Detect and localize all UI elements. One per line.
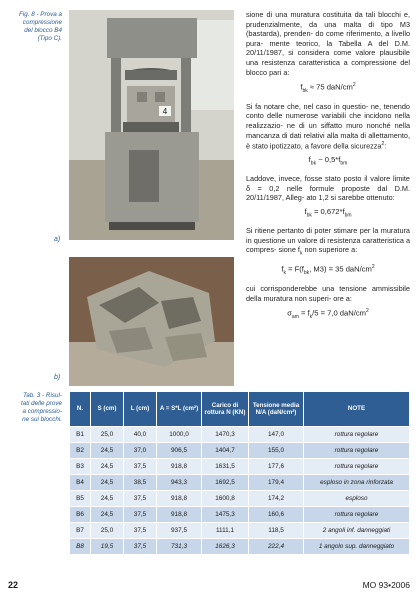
cell: 24,5 — [91, 491, 124, 507]
cell: 147,0 — [249, 427, 304, 443]
formula-fbk-1: $f_{bk} \approx 75$ daN/$cm^2$ — [300, 82, 356, 95]
cell: B7 — [70, 523, 91, 539]
cell: 177,6 — [249, 459, 304, 475]
paragraph-5 — [246, 284, 410, 303]
cell: 1475,3 — [202, 507, 249, 523]
cell: rottura regolare — [304, 443, 410, 459]
cell: 40,0 — [124, 427, 157, 443]
cell: 24,5 — [91, 459, 124, 475]
text-line: a compressione del blocco pari a: — [246, 57, 410, 77]
page-number: 22 — [8, 580, 19, 590]
cell: 943,3 — [157, 475, 202, 491]
cell: 918,8 — [157, 459, 202, 475]
text-line: 20/11/1987, si considera come valore — [246, 48, 376, 58]
text-line: sione f — [278, 245, 300, 255]
paragraph-1 — [246, 10, 410, 77]
cell: 38,5 — [124, 475, 157, 491]
table-row — [70, 475, 410, 491]
figure-caption — [10, 11, 62, 43]
text-line: proposte dal D.M. 20/11/1987, Alleg- — [246, 183, 411, 203]
table-row — [70, 523, 410, 539]
formula-fbk-3: $f_{bk} = 0,672*f_{bm}$ — [304, 207, 352, 219]
caption-line: tati delle prove — [21, 400, 62, 407]
photo-label-a: a) — [54, 236, 61, 243]
text-line: cui corrisponderebbe una tensione — [246, 284, 367, 294]
block-tag: 4 — [162, 107, 168, 116]
text-line: Laddove, invece, fosse stato posto il — [246, 174, 368, 184]
table-header-row — [70, 392, 410, 427]
text-line: la muratura in questione un valore di — [246, 226, 410, 245]
cell: esploso in zona rinforzata — [304, 475, 410, 491]
caption-line: compressione — [22, 19, 62, 26]
cell: 24,5 — [91, 507, 124, 523]
col-header: L (cm) — [124, 392, 157, 427]
col-header: Carico di rottura N (KN) — [202, 392, 249, 427]
paragraph-4: Si ritiene pertanto di poter stimare per la muratura in questione un valore di resistenza caratteristica a compres- sione $f_k$ non superiore a: — [246, 226, 411, 257]
cell: B4 — [70, 475, 91, 491]
text-line: ore a: — [333, 293, 352, 303]
cell: 24,5 — [91, 475, 124, 491]
text-line: mancanza di dati relativi alla malta di — [246, 130, 367, 140]
text-line: allettamento, è stato ipotizzato, a — [246, 130, 410, 151]
cell: 37,5 — [124, 459, 157, 475]
cell: 1111,1 — [202, 523, 249, 539]
photo-compression-machine — [69, 10, 234, 240]
cell: B8 — [70, 539, 91, 555]
caption-line: a compressio- — [22, 408, 62, 415]
table-row — [70, 459, 410, 475]
paragraph-2: Si fa notare che, nel caso in questio- ne, tenendo conto delle numerose variabili che incidono nella realizzazio- ne di un siffatto muro nonché nella mancanza di dati relativi alla malta di allettamento, è stato ipotizzato, a favore della sicurezza$^2$: — [246, 101, 411, 151]
machine-illustration — [69, 10, 234, 240]
table-row — [70, 507, 410, 523]
text-line: ne di un siffatto muro nonché nella — [286, 120, 411, 130]
cell: 2 angoli inf. danneggiati — [304, 523, 410, 539]
cell: 1631,5 — [202, 459, 249, 475]
text-line: sione di una muratura costituita da tali — [246, 10, 376, 19]
cell: 1626,3 — [202, 539, 249, 555]
cell: rottura regolare — [304, 459, 410, 475]
col-header: S (cm) — [91, 392, 124, 427]
text-line: ato 1,2 si sarebbe ottenuto: — [306, 193, 395, 203]
article-text — [246, 10, 410, 323]
formula-fbk-2: $f_{bk}$ ~ $0,5*f_{bm}$ — [308, 155, 348, 167]
cell: 918,8 — [157, 491, 202, 507]
cell: 174,2 — [249, 491, 304, 507]
formula-sigma: $\sigma_{am} = f_k/5 = 7,0$ daN/$cm^2$ — [287, 308, 369, 321]
cell: esploso — [304, 491, 410, 507]
cell: 37,5 — [124, 507, 157, 523]
cell: 37,5 — [124, 523, 157, 539]
cell: B5 — [70, 491, 91, 507]
cell: 179,4 — [249, 475, 304, 491]
text-line: mente teorico, la Tabella A del D.M. — [269, 38, 411, 48]
formula-fk: $f_k = F(f_{bk}$, M3) = 35 daN/$cm^2$ — [281, 264, 375, 277]
cell: rottura regolare — [304, 507, 410, 523]
cell: 937,5 — [157, 523, 202, 539]
text-line: ammissibile della muratura non superi- — [246, 284, 410, 303]
cell: 160,6 — [249, 507, 304, 523]
broken-block-illustration — [69, 257, 234, 386]
text-line: malta di tipo M3 (bastarda), prenden- — [246, 19, 411, 39]
cell: rottura regolare — [304, 427, 410, 443]
caption-line: (Tipo C). — [37, 35, 62, 42]
cell: 155,0 — [249, 443, 304, 459]
text-line: ne, tenendo conto delle numerose — [246, 101, 410, 121]
cell: 918,8 — [157, 507, 202, 523]
caption-line: ne sui blocchi. — [22, 416, 62, 423]
cell: 25,0 — [91, 523, 124, 539]
cell: 37,5 — [124, 491, 157, 507]
photo-broken-block — [69, 257, 234, 386]
cell: 1 angolo sup. danneggiato — [304, 539, 410, 555]
col-header: N. — [70, 392, 91, 427]
text-line: do come riferimento, a livello pura- — [246, 29, 411, 48]
text-line: variabili che incidono nella realizzazio- — [246, 111, 410, 130]
caption-line: del blocco B4 — [24, 27, 62, 34]
cell: B2 — [70, 443, 91, 459]
cell: 118,5 — [249, 523, 304, 539]
text-line: Si ritiene pertanto di poter stimare per — [246, 226, 371, 236]
cell: 1000,0 — [157, 427, 202, 443]
text-line: blocchi e, prudenzialmente, da una — [246, 10, 410, 29]
cell: B6 — [70, 507, 91, 523]
results-table — [69, 391, 410, 555]
text-line: plausibile una resistenza caratteristica — [246, 48, 410, 67]
col-header: Tensione media N/A (daN/cm²) — [249, 392, 304, 427]
journal-issue: MO 93•2006 — [362, 580, 410, 590]
caption-line: Fig. 8 - Prova a — [18, 11, 62, 18]
caption-line: Tab. 3 - Risul- — [23, 392, 62, 399]
table-row — [70, 491, 410, 507]
paragraph-3 — [246, 174, 410, 203]
cell: 1470,3 — [202, 427, 249, 443]
text-line: favore della sicurezza — [310, 141, 382, 151]
text-line: resistenza caratteristica a compres- — [246, 235, 411, 255]
table-row — [70, 443, 410, 459]
cell: 1692,5 — [202, 475, 249, 491]
cell: 1404,7 — [202, 443, 249, 459]
cell: B3 — [70, 459, 91, 475]
col-header: NOTE — [304, 392, 410, 427]
cell: B1 — [70, 427, 91, 443]
cell: 24,5 — [91, 443, 124, 459]
cell: 37,0 — [124, 443, 157, 459]
table-row — [70, 539, 410, 555]
text-line: valore limite δ = 0,2 nelle formule — [246, 174, 410, 193]
cell: 1600,8 — [202, 491, 249, 507]
cell: 37,5 — [124, 539, 157, 555]
cell: 222,4 — [249, 539, 304, 555]
table-caption — [8, 392, 62, 424]
cell: 19,5 — [91, 539, 124, 555]
cell: 731,3 — [157, 539, 202, 555]
cell: 25,0 — [91, 427, 124, 443]
table-row — [70, 427, 410, 443]
text-line: Si fa notare che, nel caso in questio- — [246, 101, 369, 111]
col-header: A = S*L (cm²) — [157, 392, 202, 427]
photo-label-b: b) — [54, 374, 61, 381]
cell: 906,5 — [157, 443, 202, 459]
